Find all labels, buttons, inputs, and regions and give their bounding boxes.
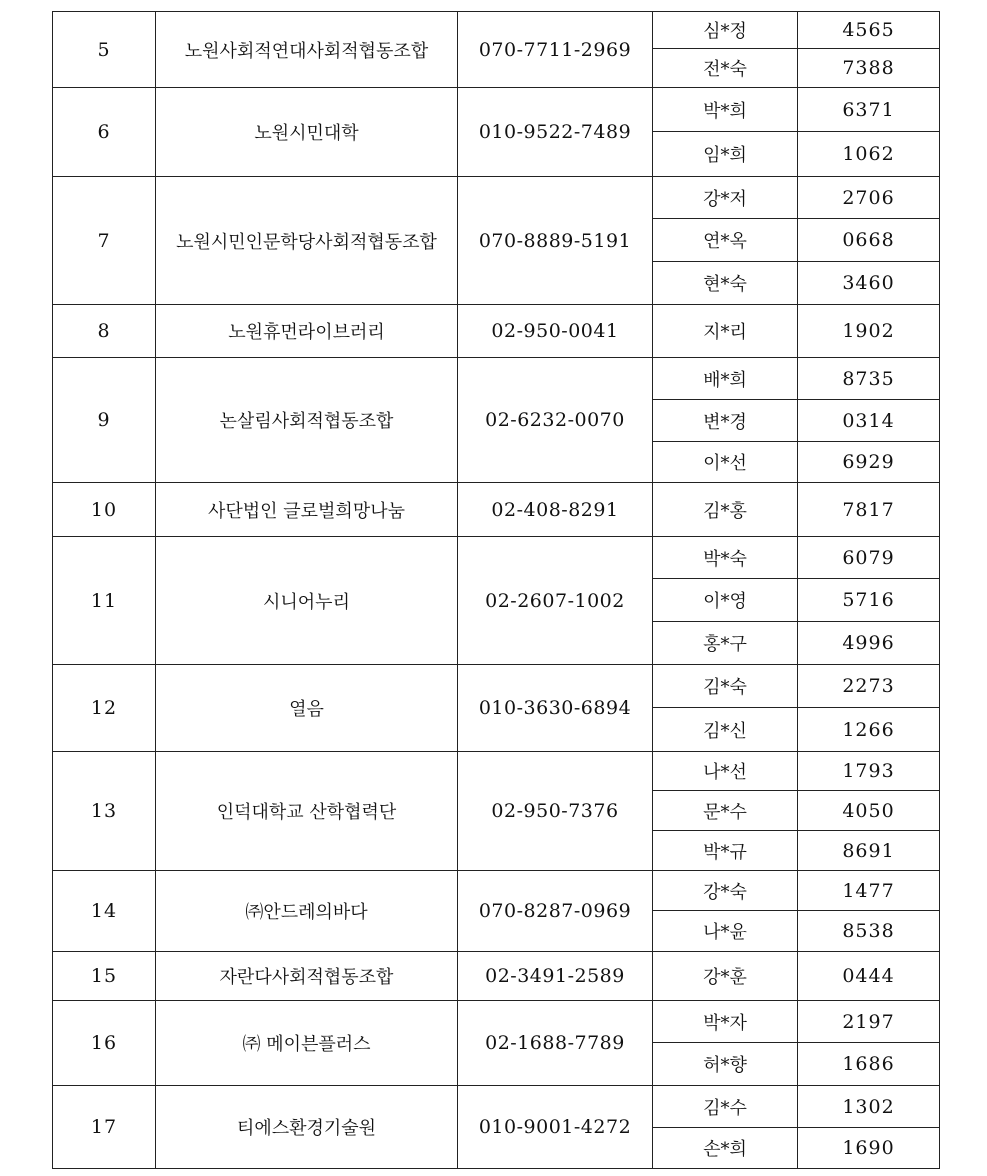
- organization-name: 노원시민대학: [156, 88, 458, 177]
- person-name: 배*희: [653, 358, 798, 400]
- person-name: 김*신: [653, 708, 798, 752]
- person-name: 이*선: [653, 442, 798, 483]
- person-code: 1302: [798, 1086, 940, 1128]
- person-name: 변*경: [653, 400, 798, 442]
- organization-name: 자란다사회적협동조합: [156, 952, 458, 1001]
- person-name: 나*윤: [653, 911, 798, 952]
- organization-name: 노원휴먼라이브러리: [156, 305, 458, 358]
- organization-name: 사단법인 글로벌희망나눔: [156, 483, 458, 537]
- person-name: 임*희: [653, 132, 798, 177]
- person-name: 심*정: [653, 12, 798, 49]
- person-code: 1690: [798, 1128, 940, 1169]
- person-name: 문*수: [653, 791, 798, 831]
- person-name: 연*옥: [653, 219, 798, 262]
- table-row: [53, 88, 940, 132]
- person-name: 김*홍: [653, 483, 798, 537]
- person-code: 0668: [798, 219, 940, 262]
- table-row: [53, 12, 940, 49]
- row-number: 5: [53, 12, 156, 88]
- phone-number: 02-950-0041: [458, 305, 653, 358]
- row-number: 17: [53, 1086, 156, 1169]
- table-row: [53, 1086, 940, 1128]
- organization-name: 시니어누리: [156, 537, 458, 665]
- person-name: 나*선: [653, 752, 798, 791]
- organization-name: 노원사회적연대사회적협동조합: [156, 12, 458, 88]
- table-row: [53, 305, 940, 358]
- organization-name: 노원시민인문학당사회적협동조합: [156, 177, 458, 305]
- row-number: 12: [53, 665, 156, 752]
- organization-contact-table: [52, 11, 940, 1169]
- table-row: [53, 752, 940, 791]
- person-name: 홍*구: [653, 622, 798, 665]
- person-name: 손*희: [653, 1128, 798, 1169]
- table-row: [53, 537, 940, 579]
- person-name: 허*향: [653, 1043, 798, 1086]
- person-name: 김*수: [653, 1086, 798, 1128]
- person-name: 강*숙: [653, 871, 798, 911]
- person-code: 6929: [798, 442, 940, 483]
- phone-number: 010-9001-4272: [458, 1086, 653, 1169]
- row-number: 14: [53, 871, 156, 952]
- person-code: 2273: [798, 665, 940, 708]
- organization-name: ㈜ 메이븐플러스: [156, 1001, 458, 1086]
- phone-number: 010-3630-6894: [458, 665, 653, 752]
- phone-number: 02-408-8291: [458, 483, 653, 537]
- table-row: [53, 665, 940, 708]
- person-name: 박*희: [653, 88, 798, 132]
- person-name: 강*훈: [653, 952, 798, 1001]
- person-name: 김*숙: [653, 665, 798, 708]
- person-code: 4996: [798, 622, 940, 665]
- person-name: 이*영: [653, 579, 798, 622]
- person-code: 1686: [798, 1043, 940, 1086]
- phone-number: 010-9522-7489: [458, 88, 653, 177]
- person-name: 강*저: [653, 177, 798, 219]
- person-code: 2706: [798, 177, 940, 219]
- phone-number: 02-2607-1002: [458, 537, 653, 665]
- person-code: 1266: [798, 708, 940, 752]
- person-code: 1477: [798, 871, 940, 911]
- person-code: 2197: [798, 1001, 940, 1043]
- person-code: 4050: [798, 791, 940, 831]
- person-code: 6371: [798, 88, 940, 132]
- phone-number: 02-3491-2589: [458, 952, 653, 1001]
- person-code: 4565: [798, 12, 940, 49]
- person-code: 0314: [798, 400, 940, 442]
- table-row: [53, 177, 940, 219]
- organization-name: ㈜안드레의바다: [156, 871, 458, 952]
- table-row: [53, 358, 940, 400]
- person-name: 박*자: [653, 1001, 798, 1043]
- person-name: 박*숙: [653, 537, 798, 579]
- row-number: 8: [53, 305, 156, 358]
- phone-number: 02-950-7376: [458, 752, 653, 871]
- person-code: 8735: [798, 358, 940, 400]
- row-number: 11: [53, 537, 156, 665]
- person-code: 1902: [798, 305, 940, 358]
- row-number: 15: [53, 952, 156, 1001]
- person-name: 전*숙: [653, 49, 798, 88]
- person-code: 3460: [798, 262, 940, 305]
- table-row: [53, 871, 940, 911]
- organization-name: 인덕대학교 산학협력단: [156, 752, 458, 871]
- organization-name: 티에스환경기술원: [156, 1086, 458, 1169]
- phone-number: 070-8287-0969: [458, 871, 653, 952]
- phone-number: 02-6232-0070: [458, 358, 653, 483]
- phone-number: 070-8889-5191: [458, 177, 653, 305]
- person-code: 8691: [798, 831, 940, 871]
- phone-number: 02-1688-7789: [458, 1001, 653, 1086]
- person-name: 박*규: [653, 831, 798, 871]
- organization-name: 논살림사회적협동조합: [156, 358, 458, 483]
- person-code: 8538: [798, 911, 940, 952]
- row-number: 7: [53, 177, 156, 305]
- person-code: 6079: [798, 537, 940, 579]
- table-row: [53, 952, 940, 1001]
- organization-name: 열음: [156, 665, 458, 752]
- person-code: 1793: [798, 752, 940, 791]
- person-code: 1062: [798, 132, 940, 177]
- person-name: 현*숙: [653, 262, 798, 305]
- row-number: 10: [53, 483, 156, 537]
- table-row: [53, 483, 940, 537]
- person-name: 지*리: [653, 305, 798, 358]
- row-number: 13: [53, 752, 156, 871]
- table-row: [53, 1001, 940, 1043]
- person-code: 5716: [798, 579, 940, 622]
- phone-number: 070-7711-2969: [458, 12, 653, 88]
- row-number: 6: [53, 88, 156, 177]
- row-number: 9: [53, 358, 156, 483]
- person-code: 0444: [798, 952, 940, 1001]
- person-code: 7817: [798, 483, 940, 537]
- row-number: 16: [53, 1001, 156, 1086]
- person-code: 7388: [798, 49, 940, 88]
